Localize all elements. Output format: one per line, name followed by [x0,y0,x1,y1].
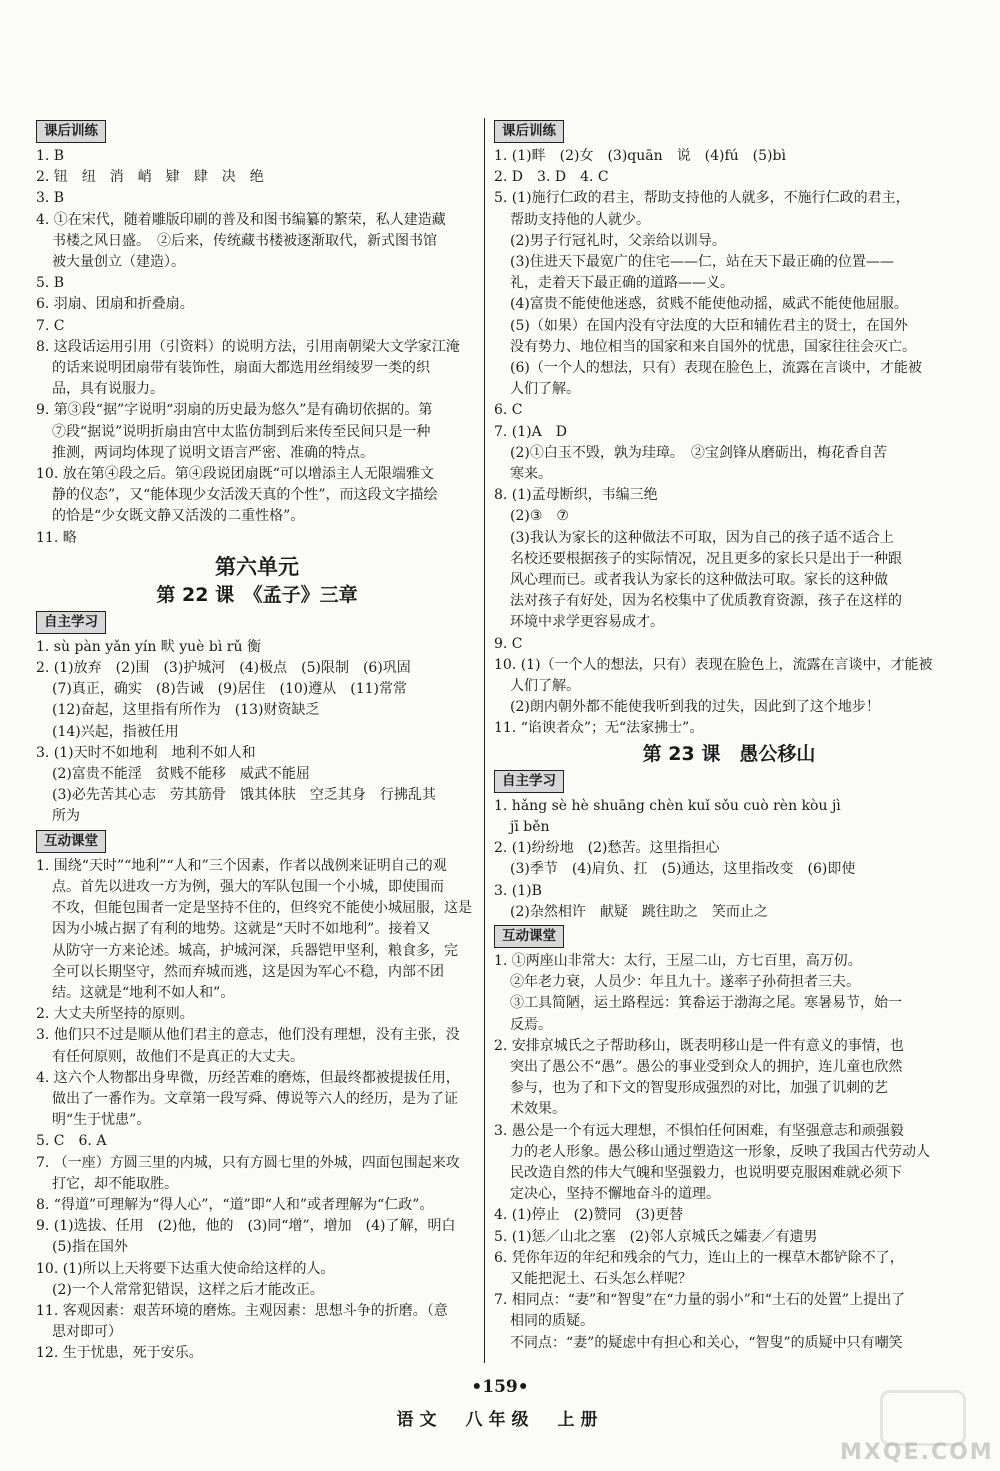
answer-item: 7. (1)A D [494,423,567,440]
answer-line: 书楼之风日盛。 ②后来，传统藏书楼被逐渐取代，新式图书馆 [52,232,437,249]
answer-line: 不同点：“妻”的疑虑中有担心和关心，“智叟”的质疑中只有嘲笑 [510,1334,903,1351]
lesson-title: 第 23 课 愚公移山 [642,742,816,765]
answer-line: (6)（一个人的想法，只有）表现在脸色上，流露在言谈中，才能被 [510,360,922,377]
answer-line: (3)季节 (4)肩负、扛 (5)通达，这里指改变 (6)即使 [510,861,856,878]
answer-item: 8. 这段话运用引用（引资料）的说明方法，引用南朝梁大文学家江淹 [36,338,460,355]
watermark-logo-icon [880,1390,966,1446]
answer-line: (7)真正，确实 (8)告诫 (9)居住 (10)遵从 (11)常常 [52,681,407,698]
answer-item: 3. B [36,190,65,207]
section-header: 互动课堂 [36,830,106,853]
answer-line: 定决心，坚持不懈地奋斗的道理。 [510,1186,720,1203]
answer-item: 1. (1)畔 (2)女 (3)quān 说 (4)fú (5)bì [494,148,786,164]
answer-line: 风心理而已。或者我认为家长的这种做法可取。家长的这种做 [510,572,888,589]
answer-line: 静的仪态”，又“能体现少女活泼天真的个性”，而这段文字描绘 [52,487,438,504]
answer-line: (2)一个人常常犯错误，这样之后才能改正。 [52,1281,324,1298]
answer-item: 6. C [494,402,523,419]
answer-item: 9. (1)选拔、任用 (2)他，他的 (3)同“增”，增加 (4)了解，明白 [36,1218,456,1235]
right-column [494,118,964,1354]
answer-item: 2. (1)放弃 (2)围 (3)护城河 (4)极点 (5)限制 (6)巩固 [36,660,411,677]
answer-line: 反焉。 [510,1016,552,1033]
section-header: 课后训练 [36,120,106,143]
answer-line: 人们了解。 [510,381,580,398]
answer-line: 环境中求学更容易成才。 [510,614,664,631]
answer-item: 7. 相同点：“妻”和“智叟”在“力量的弱小”和“土石的处置”上提出了 [494,1292,906,1309]
answer-line: 又能把泥土、石头怎么样呢？ [510,1270,692,1287]
answer-line: 打它，却不能取胜。 [52,1175,178,1192]
answer-line: 的话来说明团扇带有装饰性，扇面大都选用丝绢绫罗一类的织 [52,360,430,377]
answer-line: 品，具有说服力。 [52,381,164,398]
unit-title: 第六单元 [215,554,299,579]
answer-line: 突出了愚公不“愚”。愚公的事业受到众人的拥护，连儿童也欣然 [510,1058,903,1075]
watermark-text: MXQE.COM [840,1440,994,1465]
answer-line: (4)富贵不能使他迷惑，贫贱不能使他动摇，威武不能使他屈服。 [510,296,908,313]
section-header-row [36,828,478,856]
answer-line: 全可以长期坚守，然而弃城而逃，这是因为军心不稳，内部不团 [52,963,444,980]
answer-item: 6. 凭你年迈的年纪和残余的气力，连山上的一棵草木都铲除不了， [494,1249,904,1266]
answer-line: (3)住进天下最宽广的住宅——仁，站在天下最正确的位置—— [510,254,894,271]
answer-item: 3. 他们只不过是顺从他们君主的意志，他们没有理想，没有主张，没 [36,1027,460,1044]
answer-line: ③工具简陋，运土路程远：箕畚运于渤海之尾。寒暑易节，始一 [510,995,902,1012]
answer-line: (5)（如果）在国内没有守法度的大臣和辅佐君主的贤士，在国外 [510,317,908,334]
section-header: 自主学习 [494,770,564,793]
answer-item: 2. D 3. D 4. C [494,169,609,186]
section-header: 课后训练 [494,120,564,143]
section-header-row [36,609,478,637]
answer-line: (2)杂然相许 献疑 跳往助之 笑而止之 [510,903,768,920]
answer-item: 9. C [494,635,523,652]
answer-item: 4. ①在宋代，随着雕版印刷的普及和图书编纂的繁荣，私人建造藏 [36,211,446,228]
answer-line: (2)朗内朝外都不能使我听到我的过失，因此到了这个地步！ [510,699,880,716]
answer-line: (5)指在国外 [52,1239,128,1256]
answer-item: 3. (1)天时不如地利 地利不如人和 [36,744,256,761]
page-number: •159• [471,1377,529,1397]
answer-line: 法对孩子有好处，因为名校集中了优质教育资源，孩子在这样的 [510,593,902,610]
answer-line: 参与，也为了和下文的智叟形成强烈的对比，加强了讥刺的艺 [510,1080,888,1097]
answer-item: 4. (1)停止 (2)赞同 (3)更替 [494,1207,684,1224]
answer-line: 推测，两词均体现了说明文语言严密、准确的特点。 [52,444,374,461]
answer-line: 没有势力、地位相当的国家和来自国外的忧患，国家往往会灭亡。 [510,338,916,355]
answer-line: (3)我认为家长的这种做法不可取，因为自己的孩子适不适合上 [510,529,894,546]
section-header: 互动课堂 [494,925,564,948]
answer-line: 有任何原则，故他们不是真正的大丈夫。 [52,1048,304,1065]
answer-item: 11. 客观因素：艰苦环境的磨炼。主观因素：思想斗争的折磨。（意 [36,1302,448,1319]
answer-item: 7. C [36,317,65,334]
answer-item: 7. （一座）方圆三里的内城，只有方圆七里的外城，四面包围起来攻 [36,1154,460,1171]
section-header-row [494,118,964,146]
answer-line: 礼，走着天下最正确的道路——义。 [510,275,734,292]
answer-line: ⑦段“据说”说明折扇由宫中太监仿制到后来传至民间只是一种 [52,423,431,440]
answer-line: 因为小城占据了有利的地势。这就是“天时不如地利”。接着又 [52,921,431,938]
answer-item: 8. “得道”可理解为“得人心”，“道”即“人和”或者理解为“仁政”。 [36,1196,434,1213]
answer-line: 力的老人形象。愚公移山通过塑造这一形象，反映了我国古代劳动人 [510,1143,930,1160]
column-divider [484,118,485,1363]
answer-item: 11. 略 [36,529,77,546]
answer-line: 名校还要根据孩子的实际情况，况且更多的家长只是出于一种跟 [510,550,902,567]
answer-line: 相同的质疑。 [510,1313,594,1330]
left-column [36,118,478,1365]
answer-line: jī běn [510,818,550,835]
answer-line: 从防守一方来论述。城高，护城河深，兵器铠甲坚利，粮食多，完 [52,942,458,959]
answer-item: 5. (1)惩／山北之塞 (2)邻人京城氏之孀妻／有遗男 [494,1228,818,1245]
answer-item: 2. 安排京城氏之子帮助移山，既表明移山是一件有意义的事情，也 [494,1037,904,1054]
answer-item: 4. 这六个人物都出身卑微，历经苦难的磨炼，但最终都被提拔任用， [36,1069,460,1086]
answer-item: 5. (1)施行仁政的君主，帮助支持他的人就多，不施行仁政的君主， [494,190,910,207]
answer-item: 10. (1)所以上天将要下达重大使命给这样的人。 [36,1260,335,1277]
answer-item: 9. 第③段“据”字说明“羽扇的历史最为悠久”是有确切依据的。第 [36,402,433,419]
answer-item: 3. (1)B [494,882,542,899]
answer-item: 11. “谄谀者众”；无“法家拂士”。 [494,720,704,737]
answer-line: 被大量创立（建造）。 [52,254,185,271]
answer-item: 2. 大丈夫所坚持的原则。 [36,1006,194,1023]
answer-line: (2)男子行冠礼时，父亲给以训导。 [510,232,726,249]
answer-line: 点。首先以进攻一方为例，强大的军队包围一个小城，即使围而 [52,878,444,895]
answer-item: 2. 钮 纽 消 峭 肄 肆 决 绝 [36,169,264,186]
answer-line: 人们了解。 [510,678,580,695]
section-header-row [36,118,478,146]
answer-item: 1. hǎng sè hè shuāng chèn kuǐ sǒu cuò rèn kòu jì [494,797,841,814]
answer-line: 所为 [52,808,80,825]
answer-line: 帮助支持他的人就少。 [510,211,650,228]
answer-line: (2)①白玉不毁，孰为珪璋。 ②宝剑锋从磨砺出，梅花香自苦 [510,444,887,461]
answer-line: (12)奋起，这里指有所作为 (13)财资缺乏 [52,702,320,719]
answer-line: 的恰是“少女既文静又活泼的二重性格”。 [52,508,305,525]
answer-line: (2)③ ⑦ [510,508,569,525]
lesson-title: 第 22 课 《孟子》三章 [156,583,358,606]
answer-line: 结。这就是“地利不如人和”。 [52,984,235,1001]
answer-item: 12. 生于忧患，死于安乐。 [36,1345,203,1362]
section-header: 自主学习 [36,611,106,634]
answer-item: 8. (1)孟母断织，韦编三绝 [494,487,658,504]
section-header-row [494,768,964,796]
answer-line: 明“生于忧患”。 [52,1112,151,1129]
answer-item: 3. 愚公是一个有远大理想，不惧怕任何困难，有坚强意志和顽强毅 [494,1122,904,1139]
answer-line: (3)必先苦其心志 劳其筋骨 饿其体肤 空乏其身 行拂乱其 [52,787,436,804]
answer-line: 寒来。 [510,466,552,483]
answer-line: 术效果。 [510,1101,566,1118]
answer-line: 民改造自然的伟大气魄和坚强毅力，也说明要克服困难就必须下 [510,1164,902,1181]
answer-line: (14)兴起，指被任用 [52,723,179,740]
answer-item: 1. B [36,148,65,164]
section-header-row [494,923,964,951]
answer-item: 2. (1)纷纷地 (2)愁苦。这里指担心 [494,840,720,857]
answer-line: ②年老力衰，人员少：年且九十。遂率子孙荷担者三夫。 [510,974,860,991]
answer-line: 做出了一番作为。文章第一段写舜、傅说等六人的经历，是为了证 [52,1090,458,1107]
answer-line: 思对即可） [52,1324,122,1341]
answer-item: 5. B [36,275,65,292]
answer-item: 1. sù pàn yǎn yín 畎 yuè bì rǔ 衡 [36,638,261,655]
answer-item: 10. (1)（一个人的想法，只有）表现在脸色上，流露在言谈中，才能被 [494,656,933,673]
answer-line: (2)富贵不能淫 贫贱不能移 威武不能屈 [52,766,310,783]
answer-item: 6. 羽扇、团扇和折叠扇。 [36,296,194,313]
answer-item: 5. C 6. A [36,1133,107,1150]
answer-item: 10. 放在第④段之后。第④段说团扇既“可以增添主人无限端雅文 [36,466,434,483]
answer-line: 不攻，但能包围者一定是坚持不住的，但终究不能使小城屈服，这是 [52,900,472,917]
answer-item: 1. 围绕“天时”“地利”“人和”三个因素，作者以战例来证明自己的观 [36,857,447,874]
book-title: 语文 八年级 上册 [396,1410,604,1430]
answer-item: 1. ①两座山非常大：太行，王屋二山，方七百里，高万仞。 [494,952,862,969]
